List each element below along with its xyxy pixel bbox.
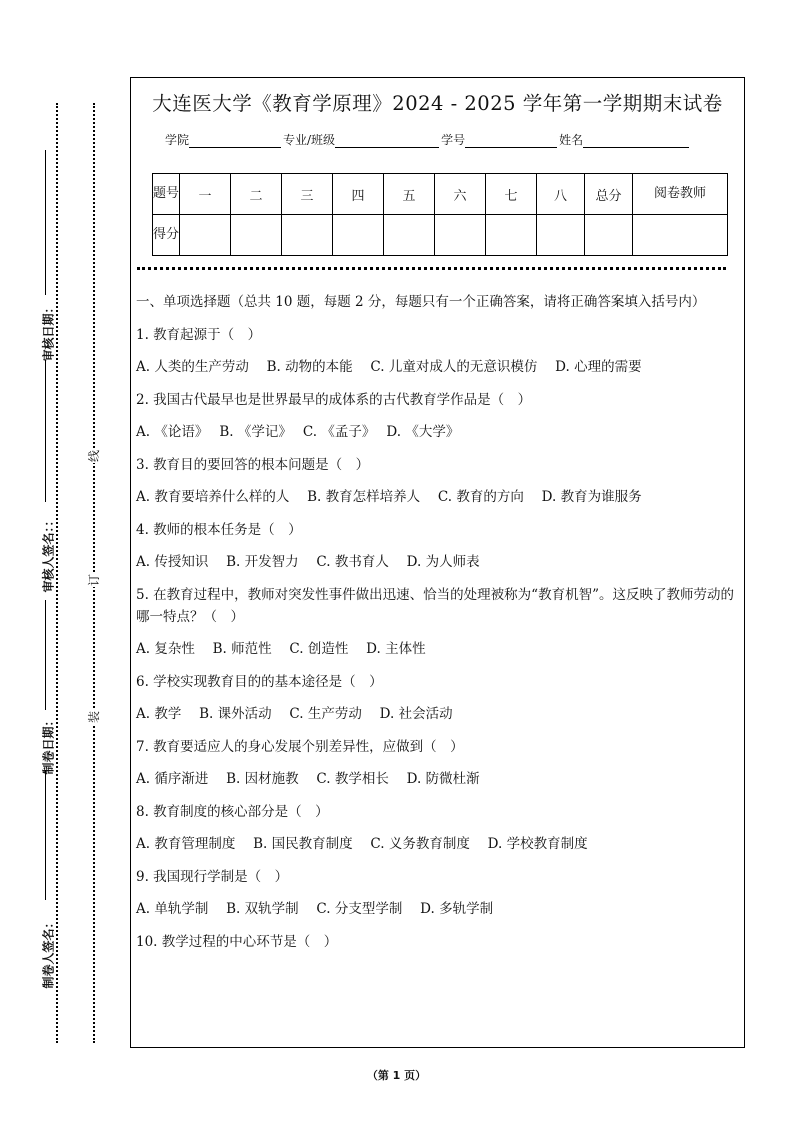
question-7: 7. 教育要适应人的身心发展个别差异性，应做到（ ） [136,738,464,755]
exam-title: 大连医大学《教育学原理》2024 - 2025 学年第一学期期末试卷 [152,92,723,115]
college-blank[interactable] [189,135,281,148]
question-2-options: A. 《论语》 B. 《学记》 C. 《孟子》 D. 《大学》 [136,424,460,440]
make-date-label: 制卷日期： [41,714,56,775]
major-class-blank[interactable] [335,135,439,148]
reviewer-sign-label: 审核人签名：： [41,514,56,593]
col-grader: 阅卷教师 [633,174,728,215]
question-4-options: A. 传授知识 B. 开发智力 C. 教书育人 D. 为人师表 [136,554,480,570]
question-4: 4. 教师的根本任务是（ ） [136,521,302,538]
score-cell-3[interactable] [282,215,333,256]
col-6: 六 [435,174,486,215]
question-8-options: A. 教育管理制度 B. 国民教育制度 C. 义务教育制度 D. 学校教育制度 [136,836,588,852]
question-10: 10. 教学过程的中心环节是（ ） [136,933,338,950]
question-6-options: A. 教学 B. 课外活动 C. 生产劳动 D. 社会活动 [136,706,453,722]
bind-line-char-zhuang: 装 [87,711,101,724]
score-table [152,173,728,256]
question-3: 3. 教育目的要回答的根本问题是（ ） [136,456,370,473]
question-8: 8. 教育制度的核心部分是（ ） [136,803,329,820]
score-cell-6[interactable] [435,215,486,256]
maker-sign-line [45,770,46,900]
col-4: 四 [333,174,384,215]
col-total: 总分 [585,174,633,215]
col-5: 五 [384,174,435,215]
separator-dotted-line [137,267,726,270]
question-6: 6. 学校实现教育目的的基本途径是（ ） [136,673,383,690]
score-cell-total[interactable] [585,215,633,256]
question-9: 9. 我国现行学制是（ ） [136,868,289,885]
page-number: （第 1 页） [366,1069,427,1082]
question-5: 5. 在教育过程中，教师对突发性事件做出迅速、恰当的处理被称为“教育机智”。这反映了教师劳动的哪一特点？（ ） [136,586,734,625]
college-label: 学院 [165,133,190,147]
section-heading: 一、单项选择题（总共 10 题，每题 2 分，每题只有一个正确答案，请将正确答案填入括号内） [136,294,706,310]
student-id-blank[interactable] [465,135,557,148]
col-1: 一 [180,174,231,215]
student-id-label: 学号 [441,133,466,147]
question-number-label: 题号 [153,174,180,215]
score-cell-1[interactable] [180,215,231,256]
score-table-header-row [153,174,728,215]
student-info-row [165,131,691,148]
col-3: 三 [282,174,333,215]
score-cell-7[interactable] [486,215,537,256]
name-label: 姓名 [559,133,584,147]
bind-line-char-xian: 线 [87,450,101,463]
question-3-options: A. 教育要培养什么样的人 B. 教育怎样培养人 C. 教育的方向 D. 教育为谁服务 [136,489,642,505]
question-1-options: A. 人类的生产劳动 B. 动物的本能 C. 儿童对成人的无意识模仿 D. 心理的需要 [136,359,642,375]
score-label: 得分 [153,215,180,256]
score-table-score-row [153,215,728,256]
score-cell-grader[interactable] [633,215,728,256]
review-date-label: 审核日期： [41,301,56,362]
question-5-options: A. 复杂性 B. 师范性 C. 创造性 D. 主体性 [136,641,426,657]
maker-sign-label: 制卷人签名： [41,916,56,989]
question-1: 1. 教育起源于（ ） [136,326,262,343]
question-2: 2. 我国古代最早也是世界最早的成体系的古代教育学作品是（ ） [136,391,532,408]
major-class-label: 专业/班级 [283,133,336,147]
col-2: 二 [231,174,282,215]
col-7: 七 [486,174,537,215]
question-7-options: A. 循序渐进 B. 因材施教 C. 教学相长 D. 防微杜渐 [136,771,480,787]
score-cell-4[interactable] [333,215,384,256]
score-cell-8[interactable] [537,215,585,256]
question-9-options: A. 单轨学制 B. 双轨学制 C. 分支型学制 D. 多轨学制 [136,901,494,917]
bind-line-char-ding: 订 [87,574,101,587]
col-8: 八 [537,174,585,215]
exam-frame [130,77,745,1048]
name-blank[interactable] [583,135,689,148]
score-cell-2[interactable] [231,215,282,256]
question-section [136,291,736,963]
make-date-line [45,600,46,710]
review-date-line [45,150,46,295]
reviewer-sign-line [45,360,46,502]
score-cell-5[interactable] [384,215,435,256]
